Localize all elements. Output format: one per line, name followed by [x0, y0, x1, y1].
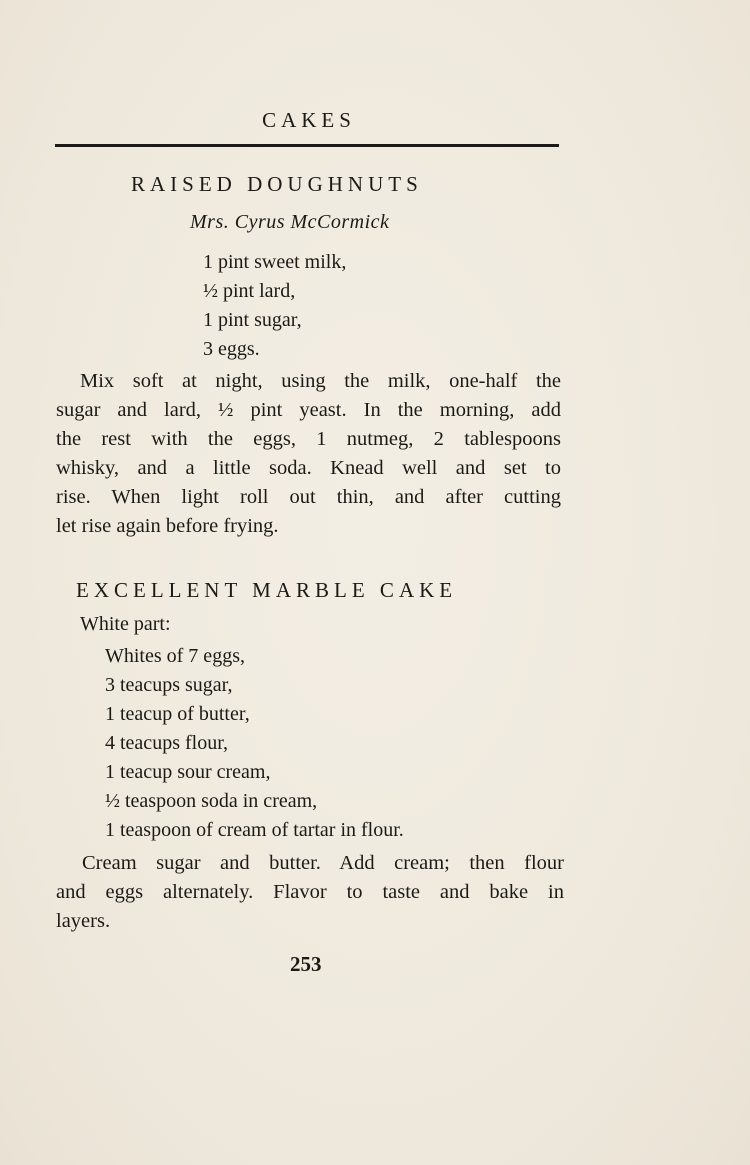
header-rule — [55, 144, 559, 147]
recipe-title-raised-doughnuts: RAISED DOUGHNUTS — [131, 172, 423, 196]
directions-line: rise. When light roll out thin, and after cutting — [56, 486, 561, 508]
ingredient-item: ½ teaspoon soda in cream, — [105, 790, 318, 812]
directions-line: let rise again before frying. — [56, 515, 279, 537]
ingredient-item: 1 teacup sour cream, — [105, 761, 271, 783]
ingredient-item: 1 pint sugar, — [203, 309, 302, 331]
ingredient-item: 1 teacup of butter, — [105, 703, 250, 725]
ingredient-item: 3 teacups sugar, — [105, 674, 233, 696]
directions-line: whisky, and a little soda. Knead well and set to — [56, 457, 561, 479]
recipe-title-marble-cake: EXCELLENT MARBLE CAKE — [76, 578, 458, 602]
ingredient-item: 4 teacups flour, — [105, 732, 229, 754]
directions-line: Mix soft at night, using the milk, one-half the — [80, 370, 561, 392]
directions-line: sugar and lard, ½ pint yeast. In the morning, add — [56, 399, 561, 421]
ingredient-item: ½ pint lard, — [203, 280, 296, 302]
running-head: CAKES — [262, 108, 356, 132]
recipe-directions-marble-cake — [56, 849, 564, 936]
recipe-directions-doughnuts — [56, 367, 561, 541]
ingredient-item: 3 eggs. — [203, 338, 260, 360]
ingredient-item: Whites of 7 eggs, — [105, 645, 245, 667]
directions-line: Cream sugar and butter. Add cream; then flour — [82, 852, 564, 874]
ingredient-list-doughnuts — [203, 248, 346, 364]
directions-line: and eggs alternately. Flavor to taste and bake in — [56, 881, 564, 903]
ingredient-item: 1 teaspoon of cream of tartar in flour. — [105, 819, 404, 841]
directions-line: the rest with the eggs, 1 nutmeg, 2 tablespoons — [56, 428, 561, 450]
directions-line: layers. — [56, 910, 111, 932]
recipe-subheading: White part: — [80, 613, 171, 635]
ingredient-item: 1 pint sweet milk, — [203, 251, 347, 273]
ingredient-list-marble-cake — [105, 642, 404, 845]
recipe-author: Mrs. Cyrus McCormick — [190, 211, 390, 233]
page-number: 253 — [290, 952, 322, 976]
